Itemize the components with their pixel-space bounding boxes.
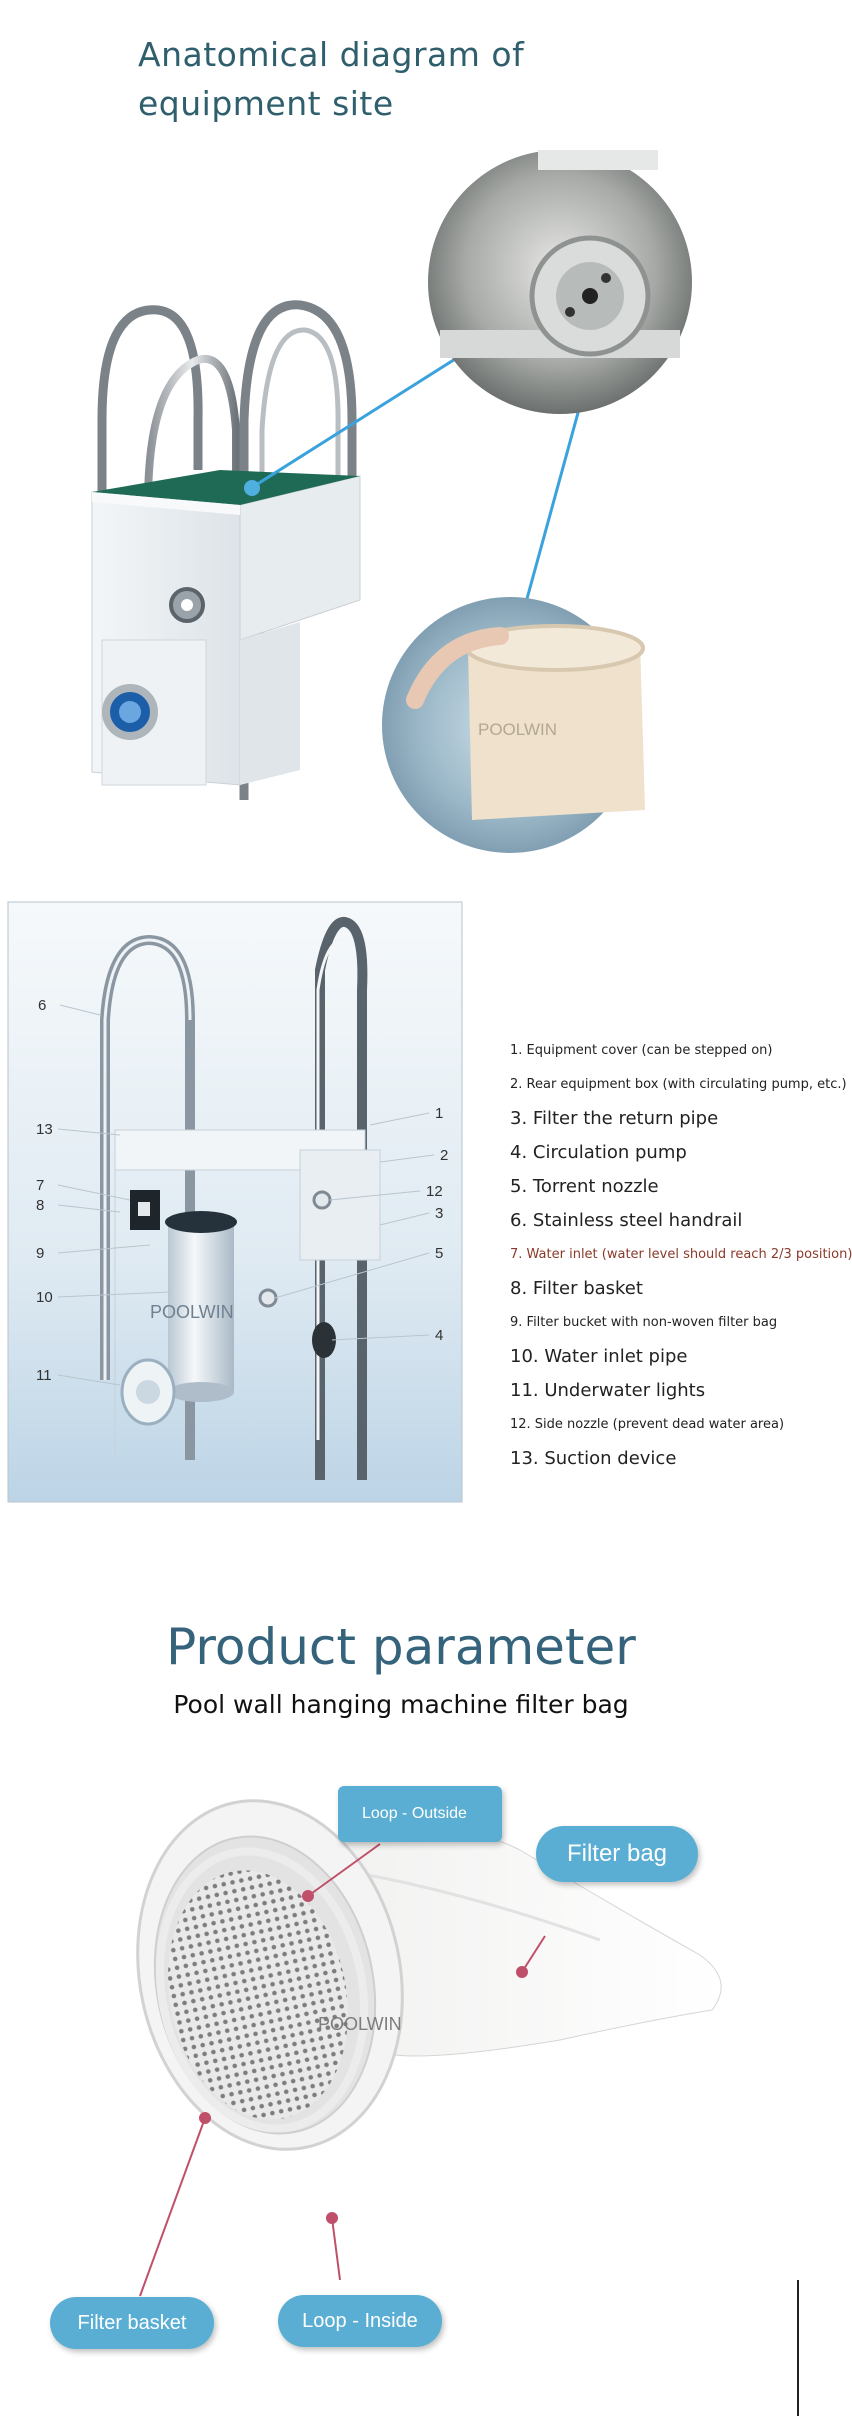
loop-outside-label: Loop - Outside xyxy=(338,1786,502,1842)
filter-bag-label: Filter bag xyxy=(536,1826,698,1882)
legend-item: 4. Circulation pump xyxy=(510,1142,687,1163)
legend-item: 1. Equipment cover (can be stepped on) xyxy=(510,1043,773,1058)
legend-item: 11. Underwater lights xyxy=(510,1380,706,1401)
loop-inside-label: Loop - Inside xyxy=(278,2295,442,2347)
legend-item: 6. Stainless steel handrail xyxy=(510,1210,743,1231)
callout-number: 6 xyxy=(38,997,47,1014)
watermark: POOLWIN xyxy=(478,720,558,739)
legend-item: 10. Water inlet pipe xyxy=(510,1346,688,1367)
callout-number: 4 xyxy=(435,1327,444,1344)
rear-box xyxy=(240,622,300,785)
callout-number: 13 xyxy=(36,1121,53,1138)
callout-number: 3 xyxy=(435,1205,444,1222)
filter-basket-label: Filter basket xyxy=(50,2297,214,2349)
detail-circle-nozzle xyxy=(428,150,692,414)
legend-item: 3. Filter the return pipe xyxy=(510,1108,719,1129)
callout-number: 1 xyxy=(435,1105,444,1122)
legend-item: 13. Suction device xyxy=(510,1448,677,1469)
callout-number: 11 xyxy=(36,1367,52,1384)
callout-number: 2 xyxy=(440,1147,449,1164)
filter-basket xyxy=(165,1211,237,1233)
watermark: POOLWIN xyxy=(150,1302,234,1322)
callout-number: 9 xyxy=(36,1245,45,1262)
callout-number: 12 xyxy=(426,1183,443,1200)
product-subtitle: Pool wall hanging machine filter bag xyxy=(173,1690,629,1719)
legend-item: 9. Filter bucket with non-woven filter bag xyxy=(510,1315,778,1330)
skimmer-product-illustration xyxy=(0,0,802,860)
detail-circle-filter-bucket xyxy=(382,597,645,853)
callout-number: 7 xyxy=(36,1177,45,1194)
skimmer-cutaway-diagram xyxy=(0,900,470,1510)
callout-number: 8 xyxy=(36,1197,45,1214)
watermark: POOLWIN xyxy=(318,2014,402,2034)
legend-item: 5. Torrent nozzle xyxy=(510,1176,659,1197)
anatomy-section-title: Anatomical diagram of equipment site xyxy=(138,35,525,123)
product-parameter-title: Product parameter xyxy=(166,1618,636,1676)
legend-item: 7. Water inlet (water level should reach 2/3 position) xyxy=(510,1247,852,1262)
legend-item: 8. Filter basket xyxy=(510,1278,643,1299)
callout-number: 10 xyxy=(36,1289,53,1306)
parts-legend xyxy=(510,1034,852,1476)
legend-item: 12. Side nozzle (prevent dead water area) xyxy=(510,1417,785,1432)
legend-item: 2. Rear equipment box (with circulating pump, etc.) xyxy=(510,1077,847,1092)
callout-number: 5 xyxy=(435,1245,444,1262)
